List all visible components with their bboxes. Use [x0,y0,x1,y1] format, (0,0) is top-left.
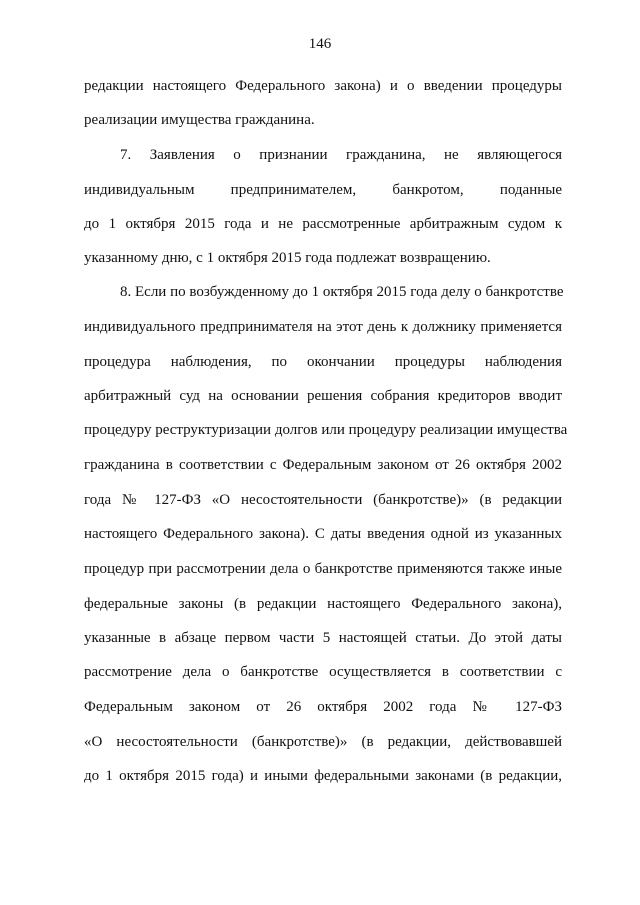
text-line: федеральные законы (в редакции настоящего Федерального закона), [84,596,562,612]
text-line: гражданина в соответствии с Федеральным законом от 26 октября 2002 [84,457,562,473]
text-line: арбитражный суд на основании решения собрания кредиторов вводит [84,388,562,404]
text-line: до 1 октября 2015 года) и иными федеральными законами (в редакции, [84,768,562,784]
paragraph-7-start: 7. Заявления о признании гражданина, не являющегося [120,147,562,163]
text-line: реализации имущества гражданина. [84,112,315,128]
text-line: года № 127-ФЗ «О несостоятельности (банкротстве)» (в редакции [84,492,562,508]
text-line: рассмотрение дела о банкротстве осуществляется в соответствии с [84,664,562,680]
text-line: до 1 октября 2015 года и не рассмотренные арбитражным судом к [84,216,562,232]
text-line: процедур при рассмотрении дела о банкротстве применяются также иные [84,561,562,577]
text-line: Федеральным законом от 26 октября 2002 года № 127-ФЗ [84,699,562,715]
text-line: настоящего Федерального закона). С даты введения одной из указанных [84,526,562,542]
text-line: указанному дню, с 1 октября 2015 года подлежат возвращению. [84,250,491,266]
page-number: 146 [308,36,332,52]
paragraph-8-start: 8. Если по возбужденному до 1 октября 2015 года делу о банкротстве [120,284,564,300]
text-line: указанные в абзаце первом части 5 настоящей статьи. До этой даты [84,630,562,646]
text-line: «О несостоятельности (банкротстве)» (в редакции, действовавшей [84,734,562,750]
text-line: редакции настоящего Федерального закона) и о введении процедуры [84,78,562,94]
text-line: процедура наблюдения, по окончании процедуры наблюдения [84,354,562,370]
text-line: процедуру реструктуризации долгов или процедуру реализации имущества [84,422,568,438]
text-line: индивидуальным предпринимателем, банкротом, поданные [84,182,562,198]
text-line: индивидуального предпринимателя на этот день к должнику применяется [84,319,562,335]
